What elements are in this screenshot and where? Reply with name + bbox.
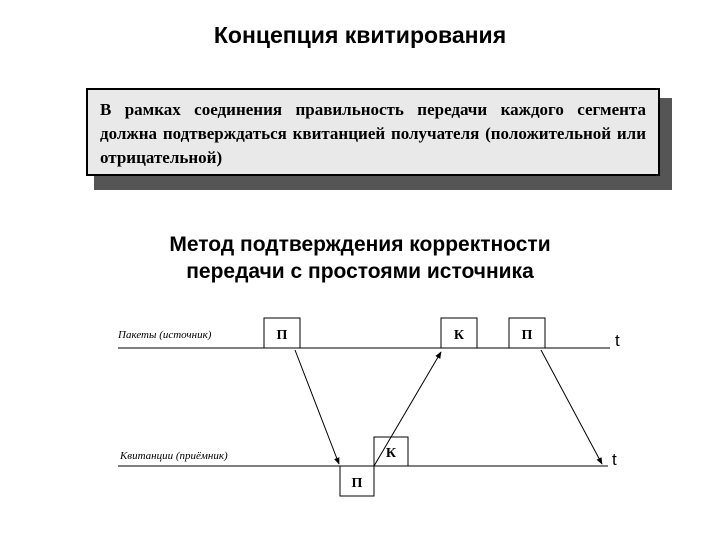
arrow-packet-2-to-receiver xyxy=(541,350,602,464)
arrow-packet-to-receiver xyxy=(295,350,339,464)
concept-text: В рамках соединения правильность передачи каждого сегмента должна подтверждаться квитанцией получателя (положительной или отрицательной) xyxy=(100,100,646,167)
bottom-cell-ack-label: К xyxy=(385,446,397,461)
top-axis-label: Пакеты (источник) xyxy=(118,329,212,341)
top-cell-packet-2-label: П xyxy=(521,328,533,343)
top-cell-packet-1-label: П xyxy=(276,328,288,343)
top-cell-ack-label: К xyxy=(453,328,465,343)
method-subtitle-line2: передачи с простоями источника xyxy=(186,260,534,283)
time-label-top: t xyxy=(615,331,620,350)
page-title: Концепция квитирования xyxy=(213,22,507,48)
bottom-cell-packet-label: П xyxy=(351,476,363,491)
time-label-bottom: t xyxy=(612,450,617,469)
bottom-axis-label: Квитанции (приёмник) xyxy=(120,450,228,462)
method-subtitle-line1: Метод подтверждения корректности xyxy=(169,233,551,256)
